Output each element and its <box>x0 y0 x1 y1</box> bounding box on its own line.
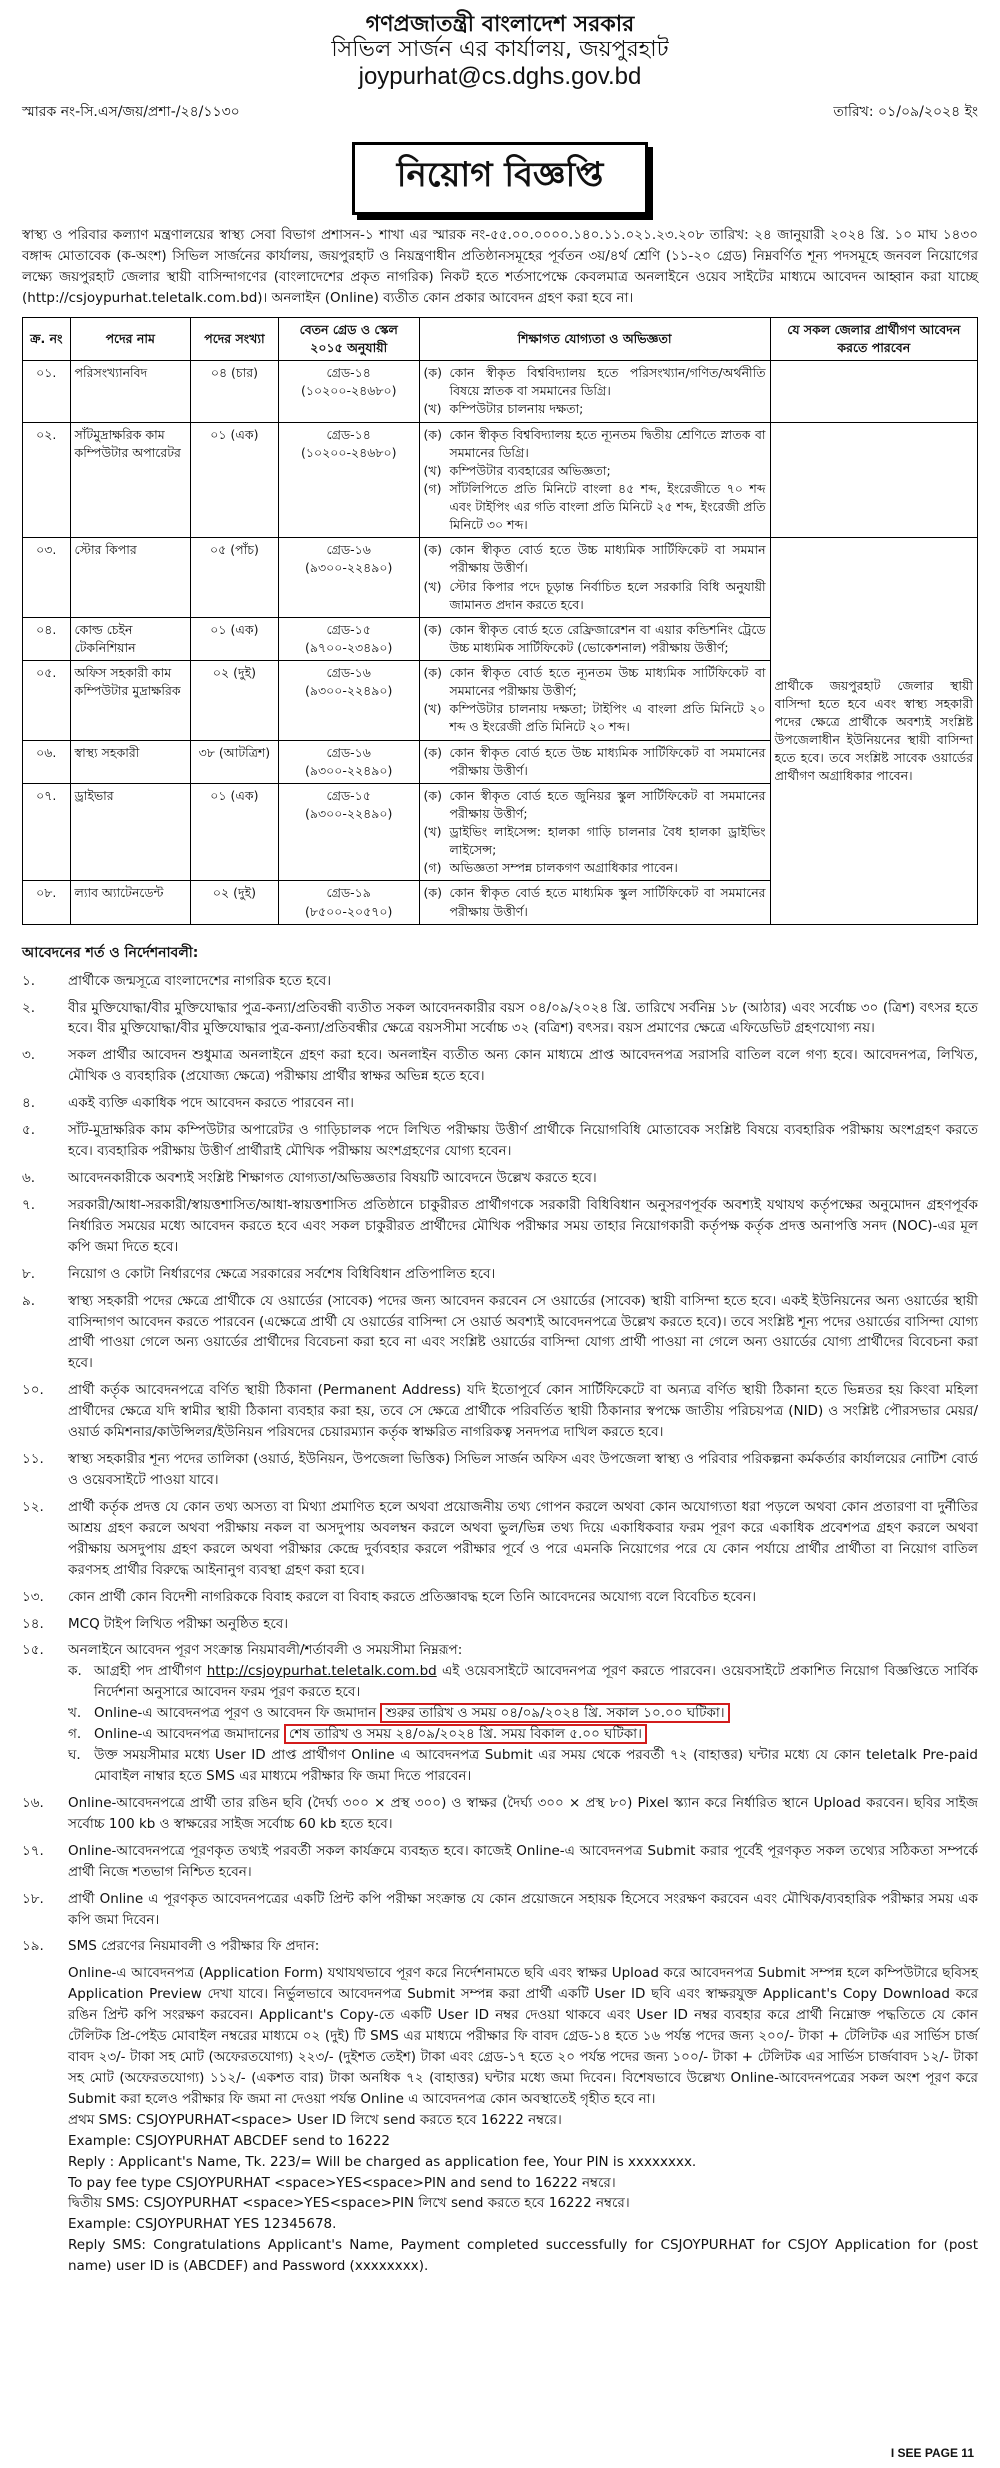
post-grade <box>278 617 419 660</box>
qualification-text: কোন স্বীকৃত বোর্ড হতে রেফ্রিজারেশন বা এয়ার কন্ডিশনিং ট্রেডে উচ্চ মাধ্যমিক সার্টিফিকেট (ভোকেশনাল) পরীক্ষায় উত্তীর্ণ; <box>449 621 766 655</box>
posts-table <box>22 317 978 925</box>
post-qualifications <box>419 361 770 422</box>
qualification-text: ড্রাইভিং লাইসেন্স: হালকা গাড়ি চালনার বৈধ হালকা ড্রাইভিং লাইসেন্স; <box>449 824 766 858</box>
qualification-text: কম্পিউটার ব্যবহারের অভিজ্ঞতা; <box>449 462 611 478</box>
condition-item <box>22 1195 978 1258</box>
memo-ref: স্মারক নং-সি.এস/জয়/প্রশা-/২৪/১১৩০ <box>22 104 240 121</box>
sms-lines <box>68 2110 978 2277</box>
condition-text: স্বাস্থ্য সহকারী পদের ক্ষেত্রে প্রার্থীকে যে ওয়ার্ডের (সাবেক) পদের জন্য আবেদন করবেন সে ওয়ার্ডের (সাবেক) স্থায়ী বাসিন্দা হতে হবে। একই ইউনিয়নের অন্য ওয়ার্ডের স্থায়ী বাসিন্দাগণ আবেদন করতে পারবেন (এক্ষেত্রে প্রার্থী যে ওয়ার্ডের বাসিন্দা সে ওয়ার্ড অবশ্যই আবেদনপত্রে উল্লেখ করতে হবে)। তবে সংশ্লিষ্ট শূন্য পদের ওয়ার্ডের বাসিন্দা যোগ্য প্রার্থী পাওয়া গেলে অন্য ওয়ার্ডের প্রার্থীদের বিবেচনা করা হবে না এবং সংশ্লিষ্ট ওয়ার্ডের বাসিন্দা যোগ্য প্রার্থী পাওয়া না গেলে অন্য ওয়ার্ডের যোগ্য প্রার্থীদের বিবেচনা করা হবে। <box>68 1292 978 1372</box>
condition-number: ১৫. <box>22 1642 44 1659</box>
qualification-text: কোন স্বীকৃত বোর্ড হতে মাধ্যমিক স্কুল সার্টিফিকেট বা সমমানের পরীক্ষায় উত্তীর্ণ। <box>449 885 766 919</box>
condition-number: ১. <box>22 972 36 989</box>
qualification-item <box>424 621 766 657</box>
sms-line: প্রথম SMS: CSJOYPURHAT<space> User ID লিখে send করতে হবে 16222 নম্বরে। <box>68 2111 562 2128</box>
condition-text: কোন প্রার্থী কোন বিদেশী নাগরিককে বিবাহ করলে বা বিবাহ করতে প্রতিজ্ঞাবদ্ধ হলে তিনি আবেদনের অযোগ্য বলে বিবেচিত হবেন। <box>68 1588 757 1605</box>
post-count: ০১ (এক) <box>190 617 278 660</box>
condition-text: MCQ টাইপ লিখিত পরীক্ষা অনুষ্ঠিত হবে। <box>68 1615 289 1632</box>
government-name: গণপ্রজাতন্ত্রী বাংলাদেশ সরকার <box>365 12 635 37</box>
qualification-text: স্টোর কিপার পদে চূড়ান্ত নির্বাচিত হলে সরকারি বিধি অনুযায়ী জামানত প্রদান করতে হবে। <box>449 578 766 612</box>
th-no: ক্র. নং <box>23 317 71 360</box>
qualification-key: (ক) <box>423 542 443 558</box>
condition-text: Online-আবেদনপত্রে প্রার্থী তার রঙিন ছবি (দৈর্ঘ্য ৩০০ × প্রস্থ ৩০০) ও স্বাক্ষর (দৈর্ঘ্য ৩০০ × প্রস্থ ৮০) Pixel স্ক্যান করে নির্ধারিত স্থানে Upload করবেন। ছবির সাইজ সর্বোচ্চ 100 kb ও স্বাক্ষরের সাইজ সর্বোচ্চ 60 kb হতে হবে। <box>68 1794 978 1832</box>
condition-19 <box>22 1936 978 1957</box>
condition-number: ১১. <box>22 1451 44 1468</box>
memo-date: তারিখ: ০১/০৯/২০২৪ ইং <box>833 104 978 121</box>
grade-label: গ্রেড-১৪ <box>326 426 371 442</box>
qualification-item <box>424 787 766 823</box>
letterhead <box>22 12 978 90</box>
pay-scale: (৯৭০০-২৩৪৯০) <box>305 639 393 655</box>
condition-item <box>22 1587 978 1608</box>
condition-number: ১৭. <box>22 1842 44 1859</box>
post-number: ০৫. <box>23 661 71 741</box>
condition-number: ১৬. <box>22 1794 44 1811</box>
post-qualifications <box>419 538 770 618</box>
condition-text: নিয়োগ ও কোটা নির্ধারণের ক্ষেত্রে সরকারের সর্বশেষ বিধিবিধান প্রতিপালিত হবে। <box>68 1265 496 1282</box>
post-grade <box>278 740 419 783</box>
grade-label: গ্রেড-১৬ <box>326 542 371 558</box>
post-qualifications <box>419 783 770 881</box>
sub-item-ka <box>68 1661 978 1703</box>
qualification-item <box>424 700 766 736</box>
post-qualifications <box>419 740 770 783</box>
sms-line: Example: CSJOYPURHAT ABCDEF send to 16222 <box>68 2132 391 2149</box>
post-count: ৩৮ (আটত্রিশ) <box>190 740 278 783</box>
condition-number: ৩. <box>22 1047 36 1064</box>
conditions-list <box>22 971 978 1635</box>
post-count: ০৫ (পাঁচ) <box>190 538 278 618</box>
sms-line: To pay fee type CSJOYPURHAT <space>YES<space>PIN and send to 16222 নম্বরে। <box>68 2174 616 2191</box>
post-qualifications <box>419 881 770 924</box>
condition-item <box>22 1093 978 1114</box>
post-count: ০৪ (চার) <box>190 361 278 422</box>
condition-item <box>22 1120 978 1162</box>
condition-number: ৮. <box>22 1265 36 1282</box>
sub-key: ঘ. <box>68 1747 81 1764</box>
qualification-key: (ক) <box>423 665 443 680</box>
qualification-key: (খ) <box>423 401 442 417</box>
qualification-item <box>424 578 766 614</box>
qualification-text: কম্পিউটার চালনায় দক্ষতা; টাইপিং এ বাংলা প্রতি মিনিটে ২০ শব্দ ও ইংরেজী প্রতি মিনিটে ২০ শব্দ। <box>449 701 766 735</box>
condition-item <box>22 1264 978 1285</box>
qualification-text: কম্পিউটার চালনায় দক্ষতা; <box>449 401 584 417</box>
condition-item <box>22 1497 978 1581</box>
condition-item <box>22 1889 978 1931</box>
post-count: ০২ (দুই) <box>190 661 278 741</box>
qualification-text: কোন স্বীকৃত বোর্ড হতে উচ্চ মাধ্যমিক সার্টিফিকেট বা সমমান পরীক্ষায় উত্তীর্ণ। <box>449 542 766 576</box>
condition-text: Online-আবেদনপত্রে পূরণকৃত তথ্যই পরবর্তী সকল কার্যক্রমে ব্যবহৃত হবে। কাজেই Online-এ আবেদনপত্র Submit করার পূর্বেই পূরণকৃত সকল তথ্যের সঠিকতা সম্পর্কে প্রার্থী নিজে শতভাগ নিশ্চিত হবেন। <box>68 1842 978 1880</box>
condition-item <box>22 971 978 992</box>
pay-scale: (৯৩০০-২২৪৯০) <box>305 805 393 821</box>
sub-item-kha <box>68 1703 978 1724</box>
condition-text: প্রার্থী কর্তৃক আবেদনপত্রে বর্ণিত স্থায়ী ঠিকানা (Permanent Address) যদি ইতোপূর্বে কোন সার্টিফিকেটে বা অন্যত্র বর্ণিত স্থায়ী ঠিকানা হতে ভিন্নতর হয় কিংবা মহিলা প্রার্থীদের ক্ষেত্রে যদি স্বামীর স্থায়ী ঠিকানা ব্যবহার করা হয়, তবে সে ক্ষেত্রে প্রার্থীকে পরিবর্তিত স্থায়ী ঠিকানার স্বপক্ষে জাতীয় পরিচয়পত্র (NID) ও সংশ্লিষ্ট পৌরসভার মেয়র/ওয়ার্ড কমিশনার/কাউন্সিলর/ইউনিয়ন পরিষদের চেয়ারম্যান কর্তৃক স্বাক্ষরিত নাগরিকত্ব সনদপত্র দাখিল করতে হবে। <box>68 1382 978 1441</box>
condition-item <box>22 1168 978 1189</box>
sub-key: ক. <box>68 1663 82 1680</box>
condition-number: ১৩. <box>22 1588 44 1605</box>
condition-text: সকল প্রার্থীর আবেদন শুধুমাত্র অনলাইনে গ্রহণ করা হবে। অনলাইন ব্যতীত অন্য কোন মাধ্যমে প্রাপ্ত আবেদনপত্র সরাসরি বাতিল বলে গণ্য হবে। আবেদনপত্র, লিখিত, মৌখিক ও ব্যবহারিক (প্রযোজ্য ক্ষেত্রে) পরীক্ষায় প্রার্থীর স্বাক্ষর অভিন্ন হতে হবে। <box>68 1047 978 1085</box>
condition-number: ১০. <box>22 1382 44 1399</box>
th-grade: বেতন গ্রেড ও স্কেল ২০১৫ অনুযায়ী <box>278 317 419 360</box>
grade-label: গ্রেড-১৫ <box>326 787 371 803</box>
qualification-text: কোন স্বীকৃত বোর্ড হতে উচ্চ মাধ্যমিক সার্টিফিকেট বা সমমানের পরীক্ষায় উত্তীর্ণ। <box>449 744 766 778</box>
post-number: ০৩. <box>23 538 71 618</box>
qualification-item <box>424 859 766 877</box>
condition-text: SMS প্রেরণের নিয়মাবলী ও পরীক্ষার ফি প্রদান: <box>68 1938 320 1955</box>
qualification-key: (খ) <box>423 824 442 839</box>
condition-text: বীর মুক্তিযোদ্ধা/বীর মুক্তিযোদ্ধার পুত্র-কন্যা/প্রতিবন্ধী ব্যতীত সকল আবেদনকারীর বয়স ০৪/০৯/২০২৪ খ্রি. তারিখে সর্বনিম্ন ১৮ (আঠার) এবং সর্বোচ্চ ৩০ (ত্রিশ) বৎসর হতে হবে। বীর মুক্তিযোদ্ধা/বীর মুক্তিযোদ্ধার পুত্র-কন্যা/প্রতিবন্ধীর ক্ষেত্রে বয়সসীমা সর্বোচ্চ ৩২ (বত্রিশ) বৎসর। বয়স প্রমাণের ক্ষেত্রে এফিডেভিট গ্রহণযোগ্য নয়। <box>68 999 978 1037</box>
sms-line: Reply : Applicant's Name, Tk. 223/= Will be charged as application fee, Your PIN is xxxxxxxx. <box>68 2153 697 2170</box>
qualification-item <box>424 884 766 920</box>
sms-line: দ্বিতীয় SMS: CSJOYPURHAT <space>YES<space>PIN লিখে send করতে হবে 16222 নম্বরে। <box>68 2195 630 2212</box>
end-date-highlight: শেষ তারিখ ও সময় ২৪/০৯/২০২৪ খ্রি. সময় বিকাল ৫.০০ ঘটিকা। <box>284 1724 647 1744</box>
sms-paragraph: Online-এ আবেদনপত্র (Application Form) যথাযথভাবে পূরণ করে নির্দেশনামতে ছবি এবং স্বাক্ষর Upload করে আবেদনপত্র Submit সম্পন্ন হলে কম্পিউটারে ছবিসহ Application Preview দেখা যাবে। নির্ভুলভাবে আবেদনপত্র Submit সম্পন্ন করা প্রার্থী একটি User ID ছবি এবং স্বাক্ষরযুক্ত Applicant's Copy Download করে রঙিন প্রিন্ট কপি সংরক্ষণ করবেন। Applicant's Copy-তে একটি User ID নম্বর দেওয়া থাকবে এবং User ID নম্বর ব্যবহার করে প্রার্থী নিম্নোক্ত পদ্ধতিতে যে কোন টেলিটক প্রি-পেইড মোবাইল নম্বরের মাধ্যমে ০২ (দুই) টি SMS এর মাধ্যমে পরীক্ষার ফি বাবদ গ্রেড-১৪ হতে ১৬ পর্যন্ত পদের জন্য ২০০/- টাকা + টেলিটক এর সার্ভিস চার্জ বাবদ ২৩/- টাকা সহ মোট (অফেরতযোগ্য) ২২৩/- (দুইশত তেইশ) টাকা এবং গ্রেড-১৭ হতে ২০ পর্যন্ত পদের জন্য ১০০/- টাকা + টেলিটক এর সার্ভিস চার্জবাবদ ১২/- টাকা সহ মোট (অফেরতযোগ্য) ১১২/- (একশত বার) টাকা অনধিক ৭২ (বাহাত্তর) ঘন্টার মধ্যে জমা দিবেন। বিশেষভাবে উল্লেখ্য Online-আবেদনপত্রের সকল অংশ পূরণ করে Submit করা হলেও পরীক্ষার ফি জমা না দেওয়া পর্যন্ত Online এ আবেদনপত্র কোন অবস্থাতেই গৃহীত হবে না। <box>68 1965 978 2107</box>
pay-scale: (১০২০০-২৪৬৮০) <box>300 444 397 460</box>
memo-line <box>22 100 978 124</box>
posts-table-body <box>23 361 978 925</box>
post-number: ০৮. <box>23 881 71 924</box>
grade-label: গ্রেড-১৬ <box>326 744 371 760</box>
condition-number: ১৯. <box>22 1938 44 1955</box>
condition-text: প্রার্থী Online এ পূরণকৃত আবেদনপত্রের একটি প্রিন্ট কপি পরীক্ষা সংক্রান্ত যে কোন প্রয়োজনে সহায়ক হিসেবে সংরক্ষণ করবেন এবং মৌখিক/ব্যবহারিক পরীক্ষার সময় এক কপি জমা দিবেন। <box>68 1890 978 1928</box>
sub-text: আগ্রহী পদ প্রার্থীগণ <box>94 1663 207 1680</box>
condition-number: ৬. <box>22 1170 36 1186</box>
post-name: স্টোর কিপার <box>70 538 190 618</box>
qualification-key: (ক) <box>423 885 443 901</box>
page-footer: I SEE PAGE 11 <box>890 2446 974 2460</box>
post-name: ল্যাব অ্যাটেনডেন্ট <box>70 881 190 924</box>
qualification-text: অভিজ্ঞতা সম্পন্ন চালকগণ অগ্রাধিকার পাবেন। <box>449 860 678 876</box>
post-name: স্বাস্থ্য সহকারী <box>70 740 190 783</box>
post-grade <box>278 361 419 422</box>
qualification-key: (ক) <box>423 621 443 637</box>
condition-text: একই ব্যক্তি একাধিক পদে আবেদন করতে পারবেন না। <box>68 1095 354 1112</box>
qualification-item <box>424 480 766 534</box>
post-grade <box>278 783 419 881</box>
condition-text: স্বাস্থ্য সহকারীর শূন্য পদের তালিকা (ওয়ার্ড, ইউনিয়ন, উপজেলা ভিত্তিক) সিভিল সার্জন অফিস এবং উপজেলা স্বাস্থ্য ও পরিবার পরিকল্পনা কর্মকর্তার কার্যালয়ের নোটিশ বোর্ড ও ওয়েবসাইটে পাওয়া যাবে। <box>68 1451 978 1488</box>
condition-text: প্রার্থীকে জন্মসূত্রে বাংলাদেশের নাগরিক হতে হবে। <box>68 972 332 989</box>
sub-text: Online-এ আবেদনপত্র জমাদানের <box>94 1726 284 1743</box>
qualification-key: (গ) <box>423 480 442 496</box>
condition-number: ৯. <box>22 1292 36 1309</box>
pay-scale: (৯৩০০-২২৪৯০) <box>305 683 393 699</box>
th-qualification: শিক্ষাগত যোগ্যতা ও অভিজ্ঞতা <box>419 317 770 360</box>
condition-number: ১৪. <box>22 1615 44 1632</box>
table-row <box>23 538 978 618</box>
condition-15 <box>22 1640 978 1786</box>
post-grade <box>278 422 419 538</box>
post-number: ০৪. <box>23 617 71 660</box>
post-name: ড্রাইভার <box>70 783 190 881</box>
sms-line: Reply SMS: Congratulations Applicant's Name, Payment completed successfully for CSJOYPURHAT for CSJOY Application for (post name) user ID is (ABCDEF) and Password (xxxxxxxx). <box>68 2237 978 2275</box>
qualification-item <box>424 364 766 400</box>
qualification-key: (ক) <box>423 787 443 803</box>
sub-item-ga <box>68 1724 978 1745</box>
office-email[interactable]: joypurhat@cs.dghs.gov.bd <box>358 62 642 90</box>
condition-item <box>22 1380 978 1443</box>
district-eligibility-note: প্রার্থীকে জয়পুরহাট জেলার স্থায়ী বাসিন্দা হতে হবে এবং স্বাস্থ্য সহকারী পদের ক্ষেত্রে প্রার্থীকে অবশ্যই সংশ্লিষ্ট উপজেলাধীন ইউনিয়নের স্থায়ী বাসিন্দা হতে হবে। তবে সংশ্লিষ্ট সাবেক ওয়ার্ডের প্রার্থীগণ অগ্রাধিকার পাবেন। <box>770 538 977 924</box>
post-name: অফিস সহকারী কাম কম্পিউটার মুদ্রাক্ষরিক <box>70 661 190 741</box>
condition-text: অনলাইনে আবেদন পূরণ সংক্রান্ত নিয়মাবলী/শর্তাবলী ও সময়সীমা নিম্নরূপ: <box>68 1642 463 1659</box>
condition-number: ৫. <box>22 1122 36 1139</box>
sub-text: উক্ত সময়সীমার মধ্যে User ID প্রাপ্ত প্রার্থীগণ Online এ আবেদনপত্র Submit এর সময় থেকে পরবর্তী ৭২ (বাহাত্তর) ঘন্টার মধ্যে যে কোন teletalk Pre-paid মোবাইল নাম্বার হতে SMS এর মাধ্যমে পরীক্ষার ফি জমা দিতে পারবেন। <box>94 1747 978 1784</box>
post-number: ০৭. <box>23 783 71 881</box>
qualification-text: কোন স্বীকৃত বোর্ড হতে ন্যূনতম উচ্চ মাধ্যমিক সার্টিফিকেট বা সমমানের পরীক্ষায় উত্তীর্ণ; <box>449 665 766 699</box>
th-name: পদের নাম <box>70 317 190 360</box>
qualification-key: (খ) <box>423 578 442 594</box>
qualification-item <box>424 462 766 480</box>
post-grade <box>278 661 419 741</box>
post-grade <box>278 881 419 924</box>
table-header-row <box>23 317 978 360</box>
condition-item <box>22 1793 978 1835</box>
qualification-item <box>424 664 766 700</box>
post-count: ০১ (এক) <box>190 422 278 538</box>
th-district: যে সকল জেলার প্রার্থীগণ আবেদন করতে পারবেন <box>770 317 977 360</box>
pay-scale: (৯৩০০-২২৪৯০) <box>305 560 393 576</box>
condition-number: ১৮. <box>22 1890 44 1907</box>
post-name: কোল্ড চেইন টেকনিশিয়ান <box>70 617 190 660</box>
sms-line: Example: CSJOYPURHAT YES 12345678. <box>68 2216 337 2233</box>
condition-number: ৭. <box>22 1196 36 1213</box>
condition-number: ৪. <box>22 1095 36 1112</box>
th-count: পদের সংখ্যা <box>190 317 278 360</box>
condition-text: প্রার্থী কর্তৃক প্রদত্ত যে কোন তথ্য অসত্য বা মিথ্যা প্রমাণিত হলে অথবা প্রয়োজনীয় তথ্য গোপন করলে অথবা কোন অযোগ্যতা ধরা পড়লে অথবা কোন প্রতারণা বা দুর্নীতির আশ্রয় গ্রহণ করলে অথবা পরীক্ষায় নকল বা অসদুপায় অবলম্বন করলে অথবা ভুল/ভিন্ন তথ্য দিয়ে একাধিকবার ফরম পূরণ করে একাধিক প্রবেশপত্র গ্রহণ করলে অথবা পরীক্ষায় অসদুপায় গ্রহণ করলে অথবা পরীক্ষার কেন্দ্রে দুর্ব্যবহার করলে পরীক্ষার পূর্বে ও পরে এমনকি নিয়োগের পরে যে কোন পর্যায়ে প্রার্থীর প্রার্থীতা বা নিয়োগ বাতিল করণসহ প্রার্থীর বিরুদ্ধে আইনানুগ ব্যবস্থা গ্রহণ করা হবে। <box>68 1498 978 1578</box>
qualification-item <box>424 823 766 859</box>
condition-item <box>22 1449 978 1491</box>
qualification-item <box>424 400 766 418</box>
condition-item <box>22 1045 978 1087</box>
conditions-list-2 <box>22 1793 978 1931</box>
table-row <box>23 422 978 538</box>
district-eligibility <box>770 361 977 422</box>
grade-label: গ্রেড-১৫ <box>326 621 371 637</box>
condition-item <box>22 998 978 1040</box>
qualification-key: (খ) <box>423 701 442 717</box>
qualification-text: কোন স্বীকৃত বিশ্ববিদ্যালয় হতে ন্যূনতম দ্বিতীয় শ্রেণিতে স্নাতক বা সমমানের ডিগ্রি। <box>449 426 766 460</box>
conditions-title: আবেদনের শর্ত ও নির্দেশনাবলী: <box>22 944 199 961</box>
condition-number: ১২. <box>22 1498 44 1515</box>
grade-label: গ্রেড-১৪ <box>326 365 371 381</box>
grade-label: গ্রেড-১৬ <box>326 665 371 680</box>
condition-text: আবেদনকারীকে অবশ্যই সংশ্লিষ্ট শিক্ষাগত যোগ্যতা/অভিজ্ঞতার বিষয়টি আবেদনে উল্লেখ করতে হবে। <box>68 1170 597 1186</box>
sub-text: Online-এ আবেদনপত্র পূরণ ও আবেদন ফি জমাদান <box>94 1705 381 1722</box>
qualification-key: (ক) <box>423 365 443 381</box>
condition-number: ২. <box>22 999 36 1016</box>
post-number: ০২. <box>23 422 71 538</box>
post-name: পরিসংখ্যানবিদ <box>70 361 190 422</box>
sub-item-gha <box>68 1745 978 1787</box>
sub-text: এই ওয়েবসাইটে আবেদনপত্র পূরণ করতে পারবেন। ওয়েবসাইটে প্রকাশিত নিয়োগ বিজ্ঞপ্তিতে সার্বিক নির্দেশনা অনুসারে আবেদন ফরম পূরণ করতে হবে। <box>94 1663 979 1701</box>
qualification-item <box>424 541 766 577</box>
office-name: সিভিল সার্জন এর কার্যালয়, জয়পুরহাট <box>331 37 669 63</box>
post-qualifications <box>419 617 770 660</box>
condition-item <box>22 1291 978 1375</box>
grade-label: গ্রেড-১৯ <box>326 885 371 901</box>
qualification-text: কোন স্বীকৃত বিশ্ববিদ্যালয় হতে পরিসংখ্যান/গণিত/অর্থনীতি বিষয়ে স্নাতক বা সমমানের ডিগ্রি। <box>449 365 766 399</box>
pay-scale: (৮৫০০-২০৫৭০) <box>305 903 393 919</box>
post-count: ০২ (দুই) <box>190 881 278 924</box>
sub-key: গ. <box>68 1726 82 1743</box>
start-date-highlight: শুরুর তারিখ ও সময় ০৪/০৯/২০২৪ খ্রি. সকাল ১০.০০ ঘটিকা। <box>380 1703 729 1723</box>
qualification-text: কোন স্বীকৃত বোর্ড হতে জুনিয়র স্কুল সার্টিফিকেট বা সমমানের পরীক্ষায় উত্তীর্ণ; <box>449 787 766 821</box>
post-grade <box>278 538 419 618</box>
condition-item <box>22 1614 978 1635</box>
qualification-key: (ক) <box>423 426 443 442</box>
condition-text: সরকারী/আধা-সরকারী/স্বায়ত্তশাসিত/আধা-স্বায়ত্তশাসিত প্রতিষ্ঠানে চাকুরীরত প্রার্থীগণকে সরকারী বিধিবিধান অনুসরণপূর্বক অবশ্যই যথাযথ কর্তৃপক্ষের অনুমোদন গ্রহণপূর্বক নির্ধারিত সময়ের মধ্যে আবেদন করতে হবে এবং সকল চাকুরীরত প্রার্থীদের মৌখিক পরীক্ষার সময় তাহার নিয়োগকারী কর্তৃপক্ষ কর্তৃক প্রদত্ত অনাপত্তি সনদ (NOC)-এর মূল কপি জমা দিতে হবে। <box>68 1196 978 1255</box>
post-number: ০৬. <box>23 740 71 783</box>
post-number: ০১. <box>23 361 71 422</box>
apply-website-link[interactable]: http://csjoypurhat.teletalk.com.bd <box>206 1663 437 1680</box>
post-name: সাঁটমুদ্রাক্ষরিক কাম কম্পিউটার অপারেটর <box>70 422 190 538</box>
qualification-key: (ক) <box>423 744 443 760</box>
qualification-text: সাঁটলিপিতে প্রতি মিনিটে বাংলা ৪৫ শব্দ, ইংরেজীতে ৭০ শব্দ এবং টাইপিং এর গতি বাংলা প্রতি মিনিটে ২৫ শব্দ, ইংরেজী প্রতি মিনিটে ৩০ শব্দ। <box>449 480 766 533</box>
qualification-key: (খ) <box>423 462 442 478</box>
condition-text: সাঁট-মুদ্রাক্ষরিক কাম কম্পিউটার অপারেটর ও গাড়িচালক পদে লিখিত পরীক্ষায় উত্তীর্ণ প্রার্থীকে নিয়োগবিধি মোতাবেক সংশ্লিষ্ট বিষয়ে ব্যবহারিক পরীক্ষায় অংশগ্রহণ করতে হবে। ব্যবহারিক পরীক্ষায় উত্তীর্ণ প্রার্থীরাই মৌখিক পরীক্ষায় অংশগ্রহণের যোগ্য হবেন। <box>68 1122 978 1160</box>
post-count: ০১ (এক) <box>190 783 278 881</box>
condition-item <box>22 1841 978 1883</box>
intro-paragraph: স্বাস্থ্য ও পরিবার কল্যাণ মন্ত্রণালয়ের স্বাস্থ্য সেবা বিভাগ প্রশাসন-১ শাখা এর স্মারক নং-৫৫.০০.০০০০.১৪০.১১.০২১.২৩.২০৮ তারিখ: ২৪ জানুয়ারী ২০২৪ খ্রি. ১০ মাঘ ১৪৩০ বঙ্গাব্দ মোতাবেক (ক-অংশ) সিভিল সার্জনের কার্যালয়, জয়পুরহাট ও নিয়ন্ত্রণাধীন প্রতিষ্ঠানসমূহের পূর্বতন ৩য়/৪র্থ শ্রেণি (১১-২০ গ্রেড) নিম্নবর্ণিত শূন্য পদসমূহে জনবল নিয়োগের লক্ষ্যে জয়পুরহাট জেলার স্থায়ী বাসিন্দাগণের (বাংলাদেশের প্রকৃত নাগরিক) নিকট হতে শর্তসাপেক্ষে কেবলমাত্র অনলাইনে ওয়েব সাইটের মাধ্যমে আবেদন আহ্বান করা যাচ্ছে (http://csjoypurhat.teletalk.com.bd)। অনলাইন (Online) ব্যতীত কোন প্রকার আবেদন গ্রহণ করা হবে না। <box>22 227 978 306</box>
sms-instructions <box>68 1963 978 2277</box>
pay-scale: (১০২০০-২৪৬৮০) <box>300 383 397 399</box>
sub-key: খ. <box>68 1705 82 1722</box>
qualification-item <box>424 426 766 462</box>
notice-title: নিয়োগ বিজ্ঞপ্তি <box>352 142 648 215</box>
qualification-key: (গ) <box>423 860 442 876</box>
pay-scale: (৯৩০০-২২৪৯০) <box>305 762 393 778</box>
table-row <box>23 361 978 422</box>
post-qualifications <box>419 422 770 538</box>
post-qualifications <box>419 661 770 741</box>
district-eligibility <box>770 422 977 538</box>
qualification-item <box>424 744 766 780</box>
